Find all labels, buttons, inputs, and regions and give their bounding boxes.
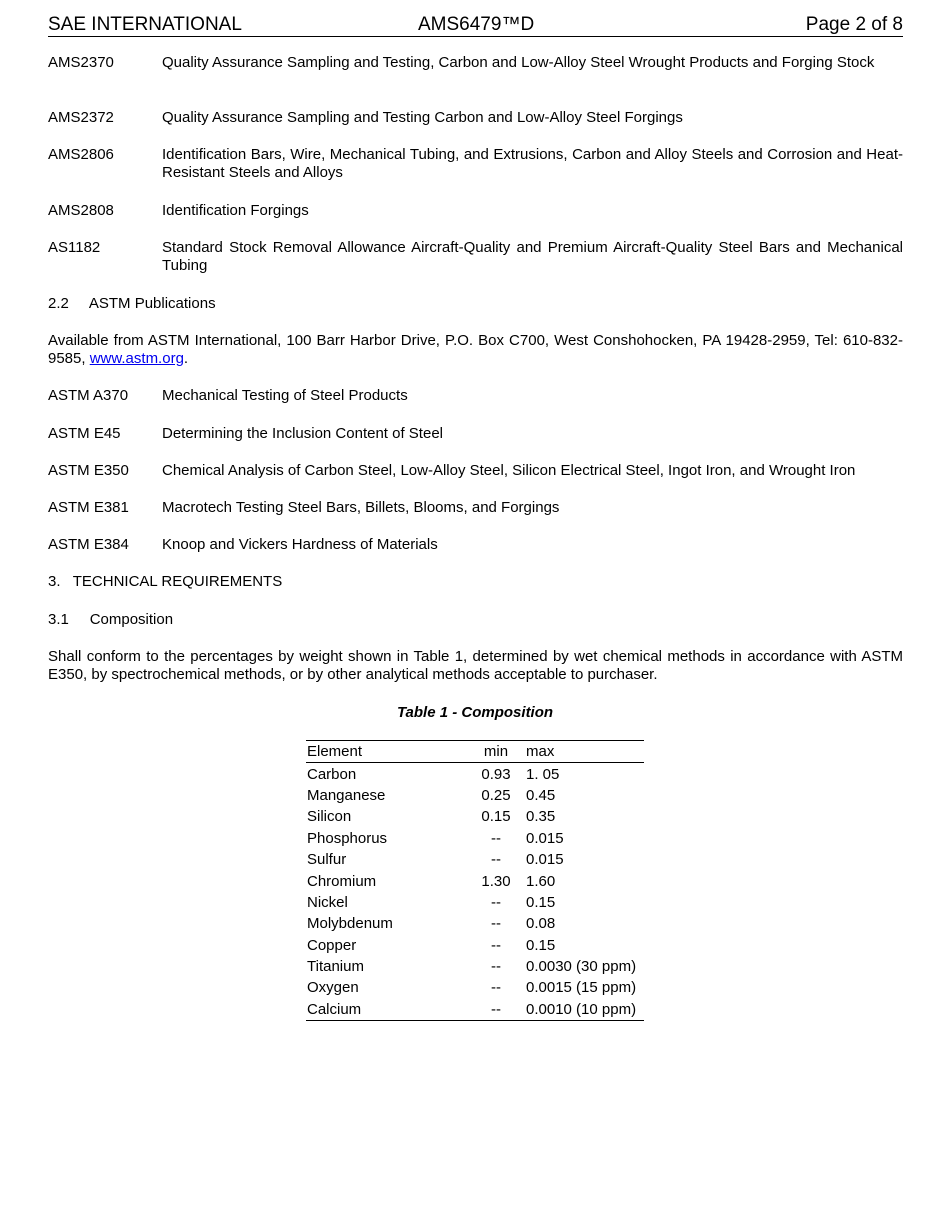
cell-element: Calcium: [307, 1000, 362, 1018]
cell-element: Copper: [307, 936, 357, 954]
cell-element: Titanium: [307, 958, 364, 976]
reference-code: AMS2808: [48, 202, 114, 219]
cell-max: 0.015: [526, 851, 564, 869]
cell-max: 0.0015 (15 ppm): [526, 979, 637, 997]
cell-max: 1.60: [526, 872, 556, 890]
cell-min: --: [491, 829, 501, 847]
table-row: [306, 806, 644, 827]
reference-entry: [48, 54, 903, 72]
reference-title: Identification Bars, Wire, Mechanical Tubing, and Extrusions, Carbon and Alloy Steels and Corrosion and Heat-Resistant Steels and Alloys: [162, 146, 903, 181]
reference-title: Standard Stock Removal Allowance Aircraft-Quality and Premium Aircraft-Quality Steel Bars and Mechanical Tubing: [162, 239, 903, 274]
cell-min: 0.93: [481, 765, 511, 783]
cell-min: --: [491, 851, 501, 869]
table-row: [306, 849, 644, 870]
cell-min: 0.25: [481, 786, 511, 804]
cell-min: 0.15: [481, 808, 511, 826]
reference-title: Knoop and Vickers Hardness of Materials: [162, 536, 438, 553]
cell-element: Phosphorus: [307, 829, 388, 847]
table-row: [306, 828, 644, 849]
reference-code: AMS2372: [48, 109, 114, 126]
reference-code: ASTM A370: [48, 387, 129, 404]
reference-entry: [48, 387, 903, 405]
cell-element: Nickel: [307, 893, 348, 911]
reference-code: ASTM E384: [48, 536, 129, 553]
table-row: [306, 956, 644, 977]
cell-min: --: [491, 1000, 501, 1018]
column-header-min: min: [466, 741, 526, 763]
table-body: [306, 763, 644, 1021]
cell-max: 0.08: [526, 915, 556, 933]
table-header-row: [306, 741, 644, 763]
column-header-element: Element: [306, 741, 466, 763]
reference-entry: [48, 536, 903, 554]
astm-website-link[interactable]: www.astm.org: [89, 350, 184, 367]
cell-max: 0.015: [526, 829, 564, 847]
cell-max: 0.15: [526, 936, 556, 954]
reference-entry: [48, 499, 903, 517]
availability-text: Available from ASTM International, 100 Barr Harbor Drive, P.O. Box C700, West Conshohocken, PA 19428-2959, Tel: 610-832-9585,: [48, 332, 903, 367]
astm-availability-paragraph: [48, 332, 903, 368]
cell-element: Molybdenum: [307, 915, 393, 933]
reference-title: Identification Forgings: [162, 202, 309, 219]
page-header: [48, 12, 903, 37]
cell-element: Carbon: [307, 765, 357, 783]
reference-title: Chemical Analysis of Carbon Steel, Low-Alloy Steel, Silicon Electrical Steel, Ingot Iron, and Wrought Iron: [162, 462, 856, 479]
composition-paragraph: Shall conform to the percentages by weight shown in Table 1, determined by wet chemical methods in accordance with ASTM E350, by spectrochemical methods, or by other analytical methods acceptable to purchaser.: [48, 648, 903, 683]
cell-max: 0.0010 (10 ppm): [526, 1000, 637, 1018]
reference-title: Quality Assurance Sampling and Testing Carbon and Low-Alloy Steel Forgings: [162, 109, 683, 126]
table-row: [306, 977, 644, 998]
header-doc-id: AMS6479™D: [418, 14, 535, 35]
cell-min: --: [491, 936, 501, 954]
cell-min: --: [491, 958, 501, 976]
reference-title: Mechanical Testing of Steel Products: [162, 387, 408, 404]
subsection-heading-composition: 3.1 Composition: [48, 611, 174, 628]
cell-max: 0.45: [526, 786, 556, 804]
reference-title: Quality Assurance Sampling and Testing, Carbon and Low-Alloy Steel Wrought Products and Forging Stock: [162, 54, 875, 71]
section-heading-astm: 2.2 ASTM Publications: [48, 295, 216, 312]
cell-min: 1.30: [481, 872, 511, 890]
reference-code: ASTM E381: [48, 499, 129, 516]
reference-title: Macrotech Testing Steel Bars, Billets, Blooms, and Forgings: [162, 499, 560, 516]
cell-min: --: [491, 915, 501, 933]
reference-entry: [48, 202, 903, 220]
table-row: [306, 785, 644, 806]
cell-element: Chromium: [307, 872, 377, 890]
cell-max: 0.0030 (30 ppm): [526, 958, 637, 976]
reference-entry: [48, 146, 903, 182]
reference-code: ASTM E45: [48, 425, 121, 442]
cell-max: 0.15: [526, 893, 556, 911]
cell-max: 0.35: [526, 808, 556, 826]
cell-element: Oxygen: [307, 979, 359, 997]
composition-table: [306, 740, 644, 1021]
table-row: [306, 763, 644, 785]
reference-code: AMS2370: [48, 54, 114, 71]
reference-entry: [48, 425, 903, 443]
header-page-number: Page 2 of 8: [805, 14, 903, 35]
cell-element: Silicon: [307, 808, 352, 826]
reference-code: AS1182: [48, 239, 101, 256]
cell-min: --: [491, 979, 501, 997]
reference-entry: [48, 109, 903, 127]
column-header-max: max: [526, 741, 644, 763]
table-caption: Table 1 - Composition: [396, 704, 554, 721]
section-heading-technical-requirements: 3. TECHNICAL REQUIREMENTS: [48, 573, 283, 590]
reference-code: AMS2806: [48, 146, 114, 163]
cell-element: Manganese: [307, 786, 386, 804]
cell-element: Sulfur: [307, 851, 347, 869]
reference-code: ASTM E350: [48, 462, 129, 479]
reference-title: Determining the Inclusion Content of Steel: [162, 425, 443, 442]
header-org: SAE INTERNATIONAL: [48, 14, 242, 35]
availability-period: .: [183, 350, 189, 367]
table-row: [306, 870, 644, 891]
table-row: [306, 999, 644, 1021]
cell-max: 1. 05: [526, 765, 560, 783]
table-row: [306, 935, 644, 956]
table-row: [306, 892, 644, 913]
reference-entry: [48, 239, 903, 275]
table-row: [306, 913, 644, 934]
reference-entry: [48, 462, 903, 480]
cell-min: --: [491, 893, 501, 911]
